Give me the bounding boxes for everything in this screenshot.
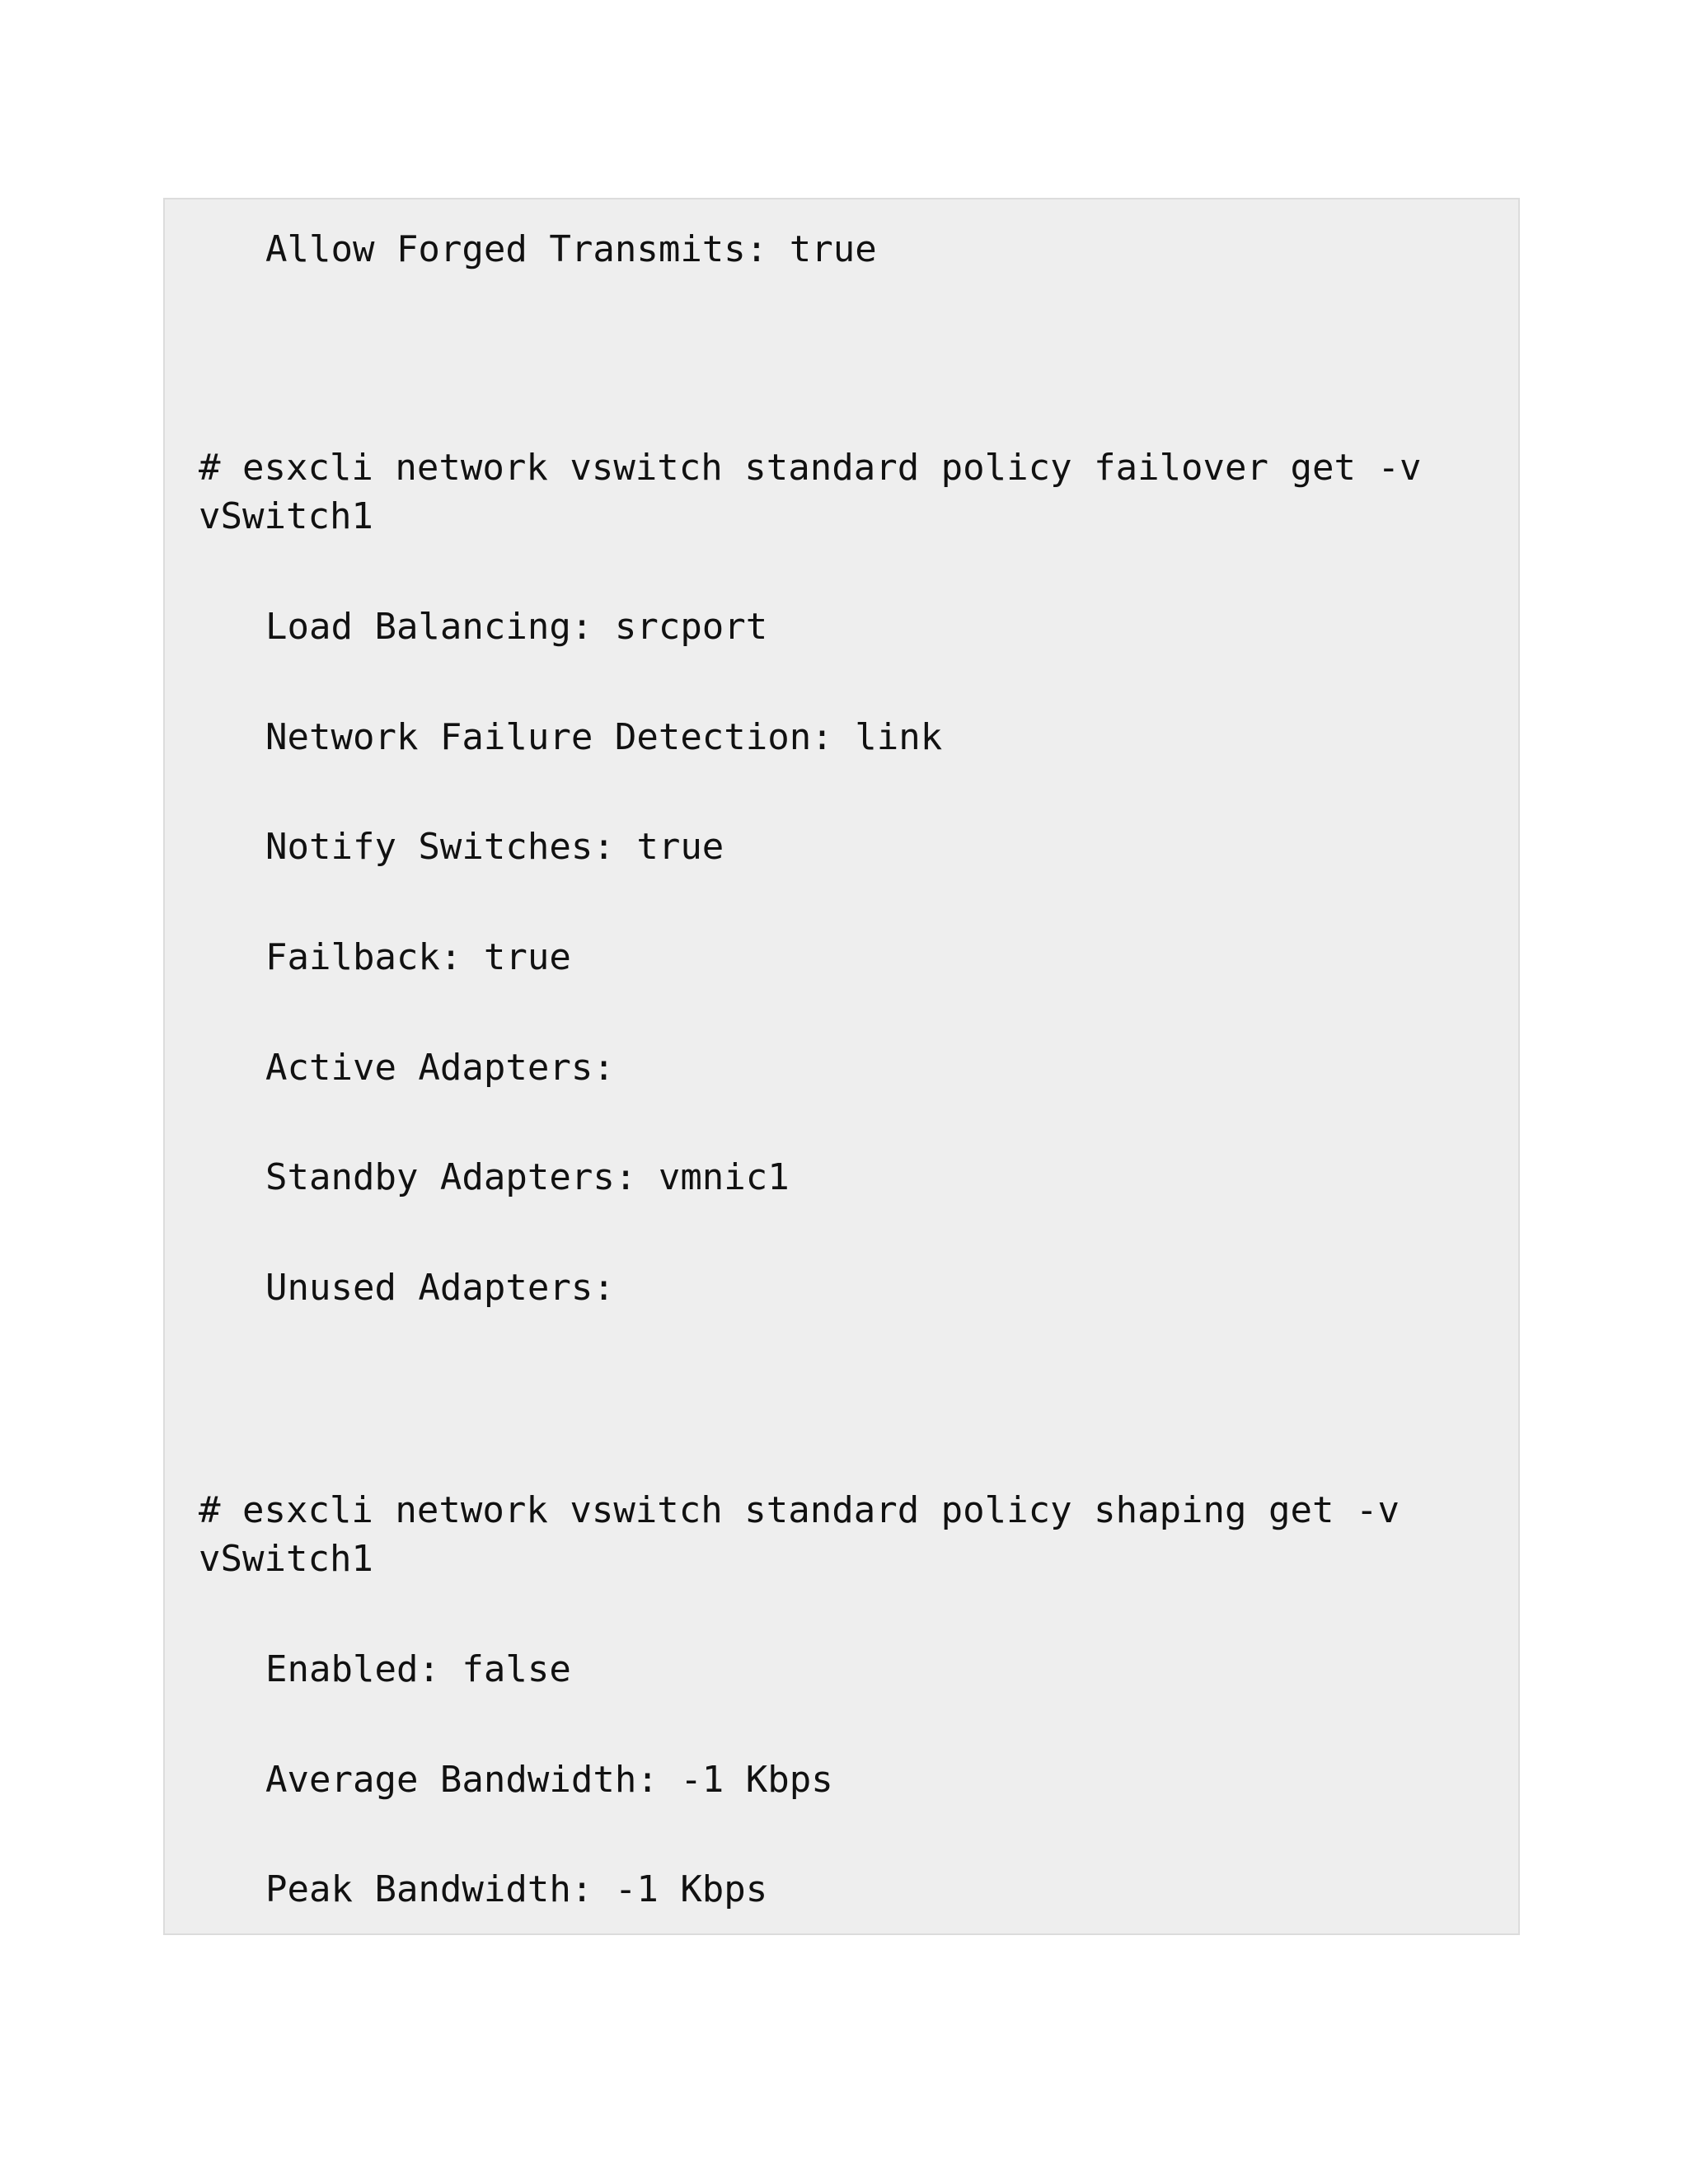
- output-line-enabled: Enabled: false: [265, 1648, 571, 1690]
- command-line-shaping-continuation: vSwitch1: [199, 1538, 373, 1580]
- output-line-network-failure-detection: Network Failure Detection: link: [265, 716, 943, 758]
- output-line-peak-bandwidth: Peak Bandwidth: -1 Kbps: [265, 1868, 768, 1910]
- command-line-failover: # esxcli network vswitch standard policy failover get -v: [199, 447, 1422, 489]
- code-block: [163, 198, 1520, 1935]
- output-line-load-balancing: Load Balancing: srcport: [265, 606, 768, 648]
- output-line-notify-switches: Notify Switches: true: [265, 826, 724, 868]
- output-line-average-bandwidth: Average Bandwidth: -1 Kbps: [265, 1759, 833, 1801]
- output-line-active-adapters: Active Adapters:: [265, 1047, 615, 1089]
- output-line-standby-adapters: Standby Adapters: vmnic1: [265, 1156, 790, 1198]
- output-line-allow-forged-transmits: Allow Forged Transmits: true: [265, 228, 877, 270]
- output-line-unused-adapters: Unused Adapters:: [265, 1267, 615, 1309]
- output-line-failback: Failback: true: [265, 936, 571, 978]
- command-line-shaping: # esxcli network vswitch standard policy shaping get -v: [199, 1489, 1400, 1531]
- command-line-failover-continuation: vSwitch1: [199, 495, 373, 537]
